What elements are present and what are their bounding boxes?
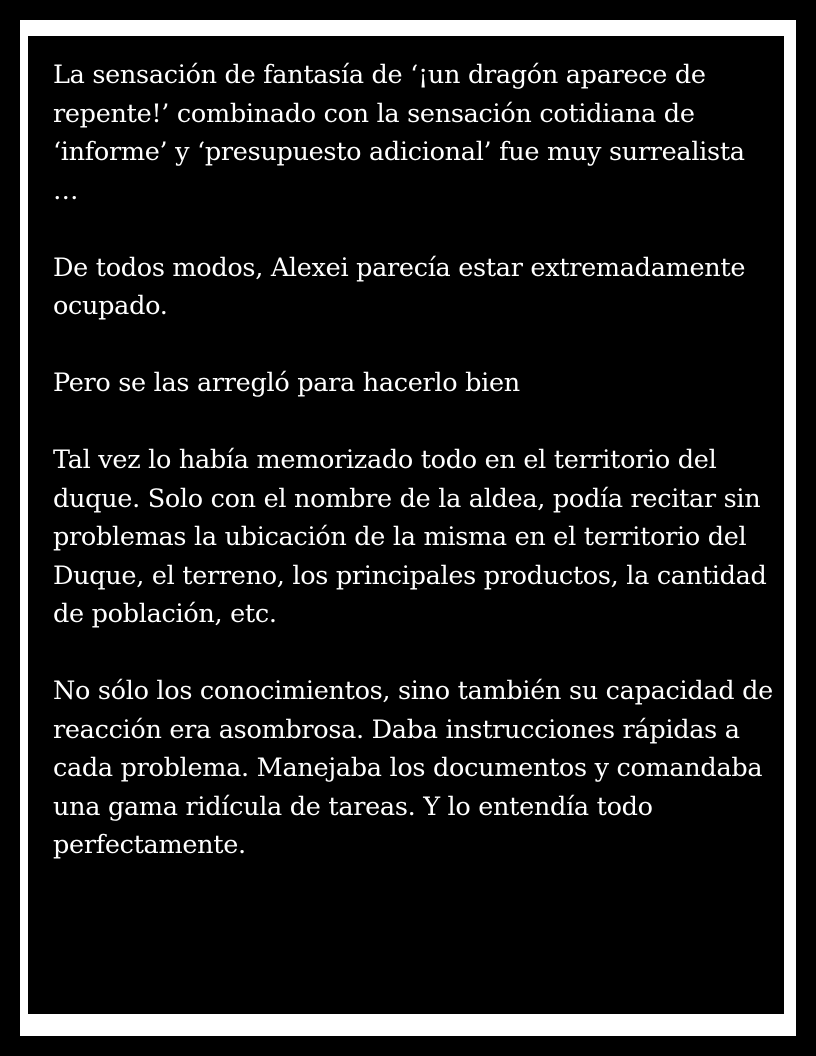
paragraph-4: Tal vez lo había memorizado todo en el territorio del duque. Solo con el nombre de la aldea, podía recitar sin problemas la ubicación de la misma en el territorio del Duque, el terreno, los principales productos, la cantidad de población, etc. (53, 445, 767, 629)
paragraph-2: De todos modos, Alexei parecía estar extremadamente ocupado. (53, 252, 746, 321)
paragraph-5: No sólo los conocimientos, sino también su capacidad de reacción era asombrosa. Daba instrucciones rápidas a cada problema. Manejaba los documentos y comandaba una gama ridícula de tareas. Y lo entendía todo perfectamente. (53, 676, 773, 860)
paragraph-3: Pero se las arregló para hacerlo bien (53, 368, 520, 398)
document-text (53, 56, 773, 903)
paragraph-1: La sensación de fantasía de ‘¡un dragón aparece de repente!’ combinado con la sensación cotidiana de ‘informe’ y ‘presupuesto adicional’ fue muy surrealista … (53, 60, 745, 206)
